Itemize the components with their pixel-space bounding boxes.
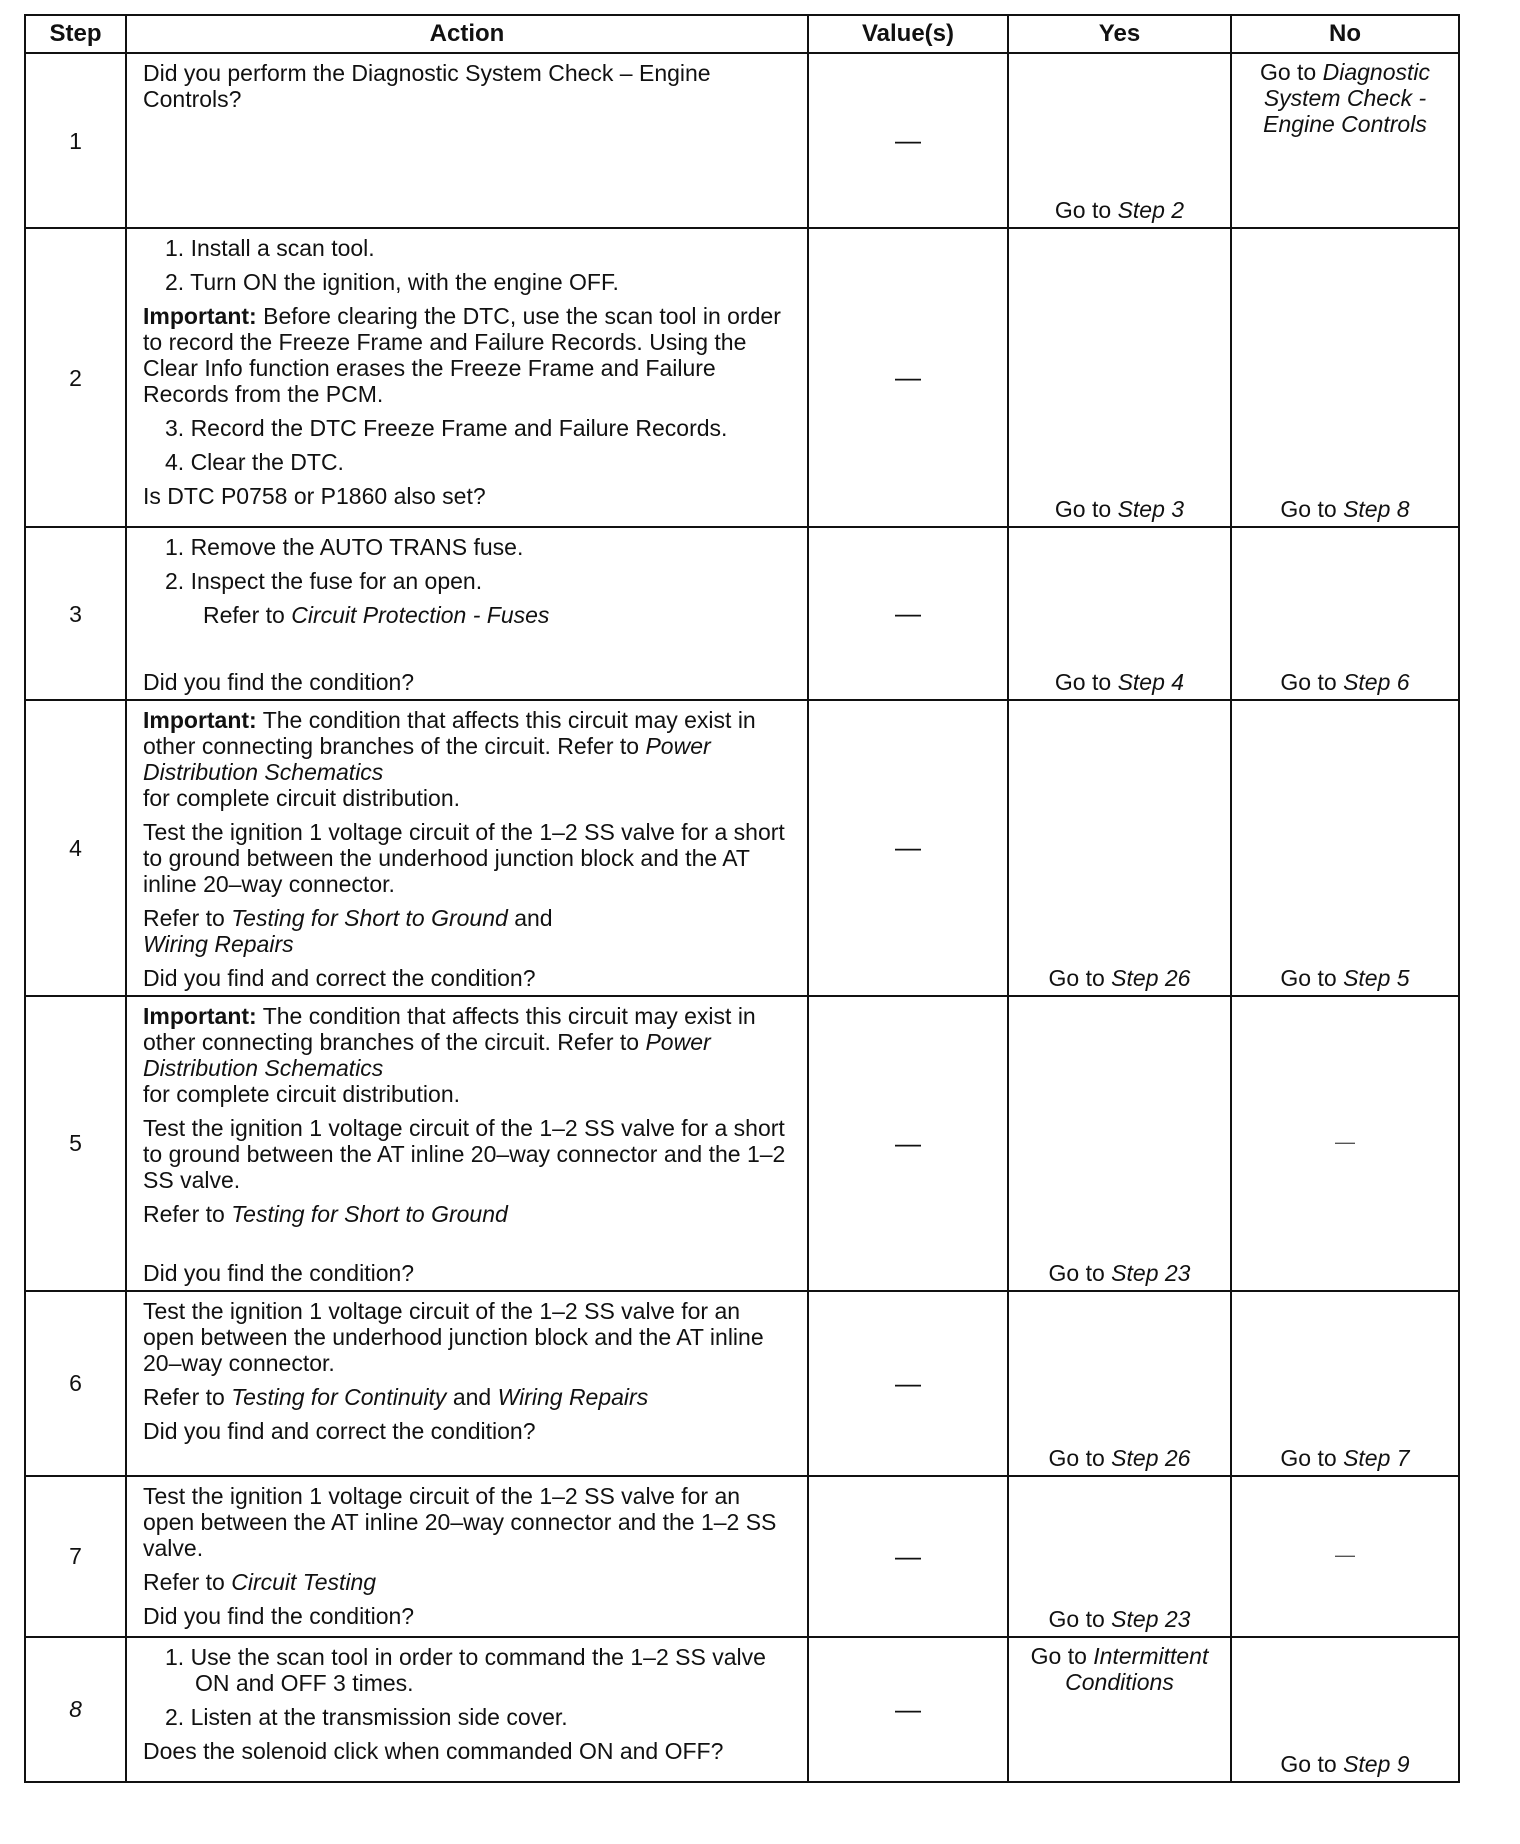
no-goto[interactable]: Go to Step 6 (1280, 669, 1410, 696)
value-cell: — (808, 1637, 1008, 1782)
question: Did you find the condition? (143, 669, 415, 696)
refer-line: Refer to Circuit Testing (143, 1568, 377, 1595)
important-note: Important: Before clearing the DTC, use the scan tool in order to record the Freeze Frame and Failure Records. Using the Clear Info function erases the Freeze Frame and Failure Records from the PCM. (143, 302, 781, 407)
action-text: Did you perform the Diagnostic System Check – Engine Controls? (143, 60, 711, 112)
test-text: Test the ignition 1 voltage circuit of the 1–2 SS valve for an open between the underhood junction block and the AT inline 20–way connector. (143, 1297, 764, 1376)
important-note: Important: The condition that affects this circuit may exist in other connecting branches of the circuit. Refer to Power Distribution Schematics for complete circuit distribution. (143, 1002, 756, 1107)
yes-goto[interactable]: Go to Step 26 (1048, 1444, 1191, 1471)
table-row (25, 228, 1459, 527)
step-number: 6 (25, 1291, 126, 1476)
yes-goto[interactable]: Go to Step 26 (1048, 964, 1191, 991)
no-cell (1231, 1637, 1459, 1782)
value-cell: — (808, 1476, 1008, 1637)
action-cell (126, 996, 808, 1291)
refer-line: Refer to Circuit Protection - Fuses (203, 601, 550, 628)
table-row (25, 1291, 1459, 1476)
step-number: 3 (25, 527, 126, 700)
question: Does the solenoid click when commanded ON and OFF? (143, 1737, 724, 1764)
test-text: Test the ignition 1 voltage circuit of the 1–2 SS valve for a short to ground between the AT inline 20–way connector and the 1–2 SS valve. (143, 1114, 786, 1193)
table-row (25, 1476, 1459, 1637)
value-cell: — (808, 228, 1008, 527)
reference-link[interactable]: Circuit Testing (231, 1568, 377, 1595)
step-number: 1 (25, 53, 126, 228)
no-cell (1231, 228, 1459, 527)
test-text: Test the ignition 1 voltage circuit of the 1–2 SS valve for a short to ground between the underhood junction block and the AT inline 20–way connector. (143, 818, 785, 897)
reference-link[interactable]: Testing for Short to Ground (231, 1200, 508, 1227)
yes-goto[interactable]: Go to Step 23 (1048, 1259, 1191, 1286)
header-action: Action (126, 15, 808, 53)
action-cell (126, 53, 808, 228)
yes-cell (1008, 1476, 1231, 1637)
no-cell (1231, 53, 1459, 228)
no-cell (1231, 996, 1459, 1291)
no-goto[interactable]: Go to Step 8 (1280, 496, 1410, 523)
value-cell: — (808, 527, 1008, 700)
question: Did you find the condition? (143, 1259, 415, 1286)
no-value: — (1335, 1545, 1355, 1568)
table-row (25, 53, 1459, 228)
value-cell: — (808, 700, 1008, 996)
reference-link[interactable]: Power Distribution Schematics (143, 1028, 711, 1081)
refer-line: Refer to Testing for Short to Ground and Wiring Repairs (143, 904, 553, 957)
step-number: 2 (25, 228, 126, 527)
list-item: 4. Clear the DTC. (165, 448, 344, 475)
yes-cell (1008, 53, 1231, 228)
step-number: 7 (25, 1476, 126, 1637)
test-text: Test the ignition 1 voltage circuit of the 1–2 SS valve for an open between the AT inline 20–way connector and the 1–2 SS valve. (143, 1482, 777, 1561)
action-cell (126, 527, 808, 700)
no-cell (1231, 1291, 1459, 1476)
no-goto[interactable]: Go to Step 7 (1280, 1444, 1410, 1471)
no-cell (1231, 700, 1459, 996)
action-cell (126, 1291, 808, 1476)
refer-line: Refer to Testing for Short to Ground (143, 1200, 508, 1227)
list-item: 1. Remove the AUTO TRANS fuse. (165, 534, 524, 560)
diagnostic-table (24, 14, 1460, 1783)
header-step: Step (25, 15, 126, 53)
table-row (25, 700, 1459, 996)
no-goto[interactable]: Go to Step 5 (1280, 964, 1410, 991)
list-item: 1. Install a scan tool. (165, 235, 375, 261)
step-number: 5 (25, 996, 126, 1291)
list-item: 2. Listen at the transmission side cover. (165, 1703, 568, 1730)
table-row (25, 996, 1459, 1291)
yes-goto[interactable]: Go to Intermittent Conditions (1030, 1642, 1209, 1695)
reference-link[interactable]: Testing for Short to Ground (231, 904, 508, 931)
yes-goto[interactable]: Go to Step 2 (1054, 197, 1185, 224)
value-cell: — (808, 1291, 1008, 1476)
important-note: Important: The condition that affects this circuit may exist in other connecting branches of the circuit. Refer to Power Distribution Schematics for complete circuit distribution. (143, 707, 756, 811)
question: Did you find and correct the condition? (143, 1417, 536, 1444)
list-item: 2. Inspect the fuse for an open. (165, 567, 483, 594)
no-goto[interactable]: Go to Step 9 (1280, 1750, 1410, 1777)
reference-link[interactable]: Power Distribution Schematics (143, 732, 711, 785)
question: Did you find and correct the condition? (143, 964, 536, 991)
question: Is DTC P0758 or P1860 also set? (143, 482, 486, 509)
no-cell (1231, 527, 1459, 700)
table-row (25, 1637, 1459, 1782)
yes-goto[interactable]: Go to Step 3 (1054, 496, 1185, 523)
action-cell (126, 1637, 808, 1782)
yes-cell (1008, 996, 1231, 1291)
header-no: No (1231, 15, 1459, 53)
reference-link[interactable]: Circuit Protection - Fuses (291, 601, 550, 628)
no-cell (1231, 1476, 1459, 1637)
yes-cell (1008, 1291, 1231, 1476)
header-yes: Yes (1008, 15, 1231, 53)
list-item: 2. Turn ON the ignition, with the engine OFF. (165, 268, 619, 295)
yes-cell (1008, 700, 1231, 996)
question: Did you find the condition? (143, 1602, 415, 1629)
header-row (25, 15, 1459, 53)
reference-link[interactable]: Wiring Repairs (143, 930, 294, 957)
reference-link[interactable]: Testing for Continuity (231, 1383, 447, 1410)
reference-link[interactable]: Wiring Repairs (497, 1383, 649, 1410)
yes-goto[interactable]: Go to Step 23 (1048, 1605, 1191, 1632)
yes-cell (1008, 1637, 1231, 1782)
list-item: 1. Use the scan tool in order to command the 1–2 SS valve ON and OFF 3 times. (165, 1643, 766, 1696)
no-value: — (1335, 1132, 1355, 1155)
yes-cell (1008, 228, 1231, 527)
list-item: 3. Record the DTC Freeze Frame and Failure Records. (165, 414, 728, 441)
table-row (25, 527, 1459, 700)
action-cell (126, 228, 808, 527)
action-cell (126, 1476, 808, 1637)
value-cell: — (808, 53, 1008, 228)
step-number: 4 (25, 700, 126, 996)
step-number: 8 (25, 1637, 126, 1782)
no-goto[interactable]: Go to Diagnostic System Check - Engine Controls (1259, 59, 1431, 137)
yes-cell (1008, 527, 1231, 700)
value-cell: — (808, 996, 1008, 1291)
header-values: Value(s) (808, 15, 1008, 53)
action-cell (126, 700, 808, 996)
refer-line: Refer to Testing for Continuity and Wiring Repairs (143, 1383, 649, 1410)
yes-goto[interactable]: Go to Step 4 (1054, 669, 1185, 696)
